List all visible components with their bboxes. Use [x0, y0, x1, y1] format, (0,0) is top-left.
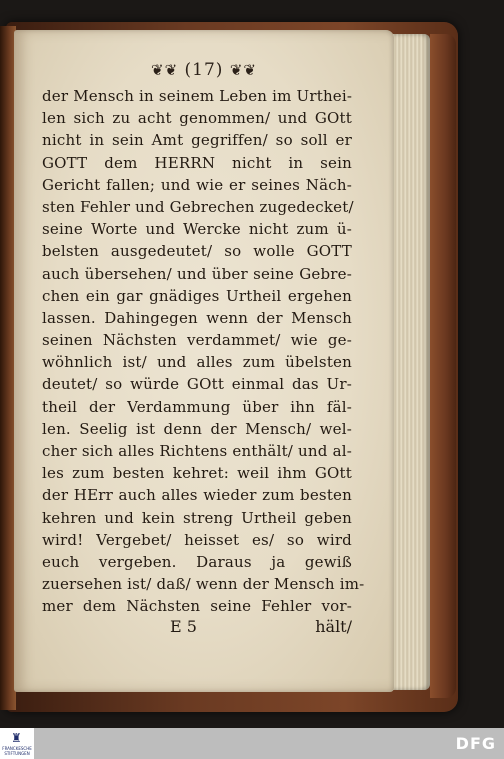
- page-number: (17): [184, 60, 224, 80]
- text-line: euch vergeben. Daraus ja gewiß: [42, 552, 352, 571]
- dfg-logo[interactable]: DFG: [455, 734, 496, 753]
- text-line: nicht in sein Amt gegriffen/ so soll er: [42, 131, 352, 150]
- header-ornament-left-icon: ❦❦: [151, 61, 179, 79]
- text-line: wöhnlich ist/ und alles zum übelsten: [42, 353, 352, 372]
- book-cover-edge: [430, 34, 456, 698]
- text-line: len sich zu acht genommen/ und GOtt: [42, 109, 352, 128]
- page-header: [14, 60, 394, 80]
- text-line: deutet/ so würde GOtt einmal das Ur-: [42, 375, 352, 394]
- text-line: auch übersehen/ und über seine Gebre-: [42, 264, 352, 283]
- text-line: les zum besten kehret: weil ihm GOtt: [42, 464, 352, 483]
- text-line: Gericht fallen; und wie er seines Näch-: [42, 175, 352, 194]
- signature-mark: E 5: [170, 617, 197, 636]
- library-logo[interactable]: [0, 728, 34, 759]
- text-line: der Mensch in seinem Leben im Urthei-: [42, 87, 353, 105]
- text-line: mer dem Nächsten seine Fehler vor-: [42, 597, 352, 616]
- text-line: seine Worte und Wercke nicht zum ü-: [42, 220, 352, 239]
- text-line: wird! Vergebet/ heisset es/ so wird: [42, 530, 352, 549]
- page-text: [42, 85, 365, 618]
- text-line: cher sich alles Richtens enthält/ und al-: [42, 442, 352, 460]
- library-logo-text: FRANCKESCHE STIFTUNGEN: [2, 746, 32, 756]
- text-line: len. Seelig ist denn der Mensch/ wel-: [42, 419, 352, 438]
- text-line: seinen Nächsten verdammet/ wie ge-: [42, 331, 352, 350]
- text-line: GOTT dem HERRN nicht in sein: [42, 153, 352, 172]
- text-line: kehren und kein streng Urtheil geben: [42, 508, 352, 527]
- book-page: [14, 30, 394, 692]
- library-logo-icon: ♜: [11, 731, 22, 745]
- viewer-footer-bar: [0, 728, 504, 759]
- catchword: hält/: [315, 617, 352, 636]
- text-line: theil der Verdammung über ihn fäl-: [42, 397, 352, 416]
- page-footer-line: [42, 617, 352, 641]
- text-line: der HErr auch alles wieder zum besten: [42, 486, 352, 505]
- text-line: zuersehen ist/ daß/ wenn der Mensch im-: [42, 575, 365, 594]
- text-line: sten Fehler und Gebrechen zugedecket/: [42, 197, 354, 216]
- text-line: belsten ausgedeutet/ so wolle GOTT: [42, 242, 352, 261]
- text-line: lassen. Dahingegen wenn der Mensch: [42, 308, 352, 327]
- text-line: chen ein gar gnädiges Urtheil ergehen: [42, 286, 352, 305]
- header-ornament-right-icon: ❦❦: [229, 61, 257, 79]
